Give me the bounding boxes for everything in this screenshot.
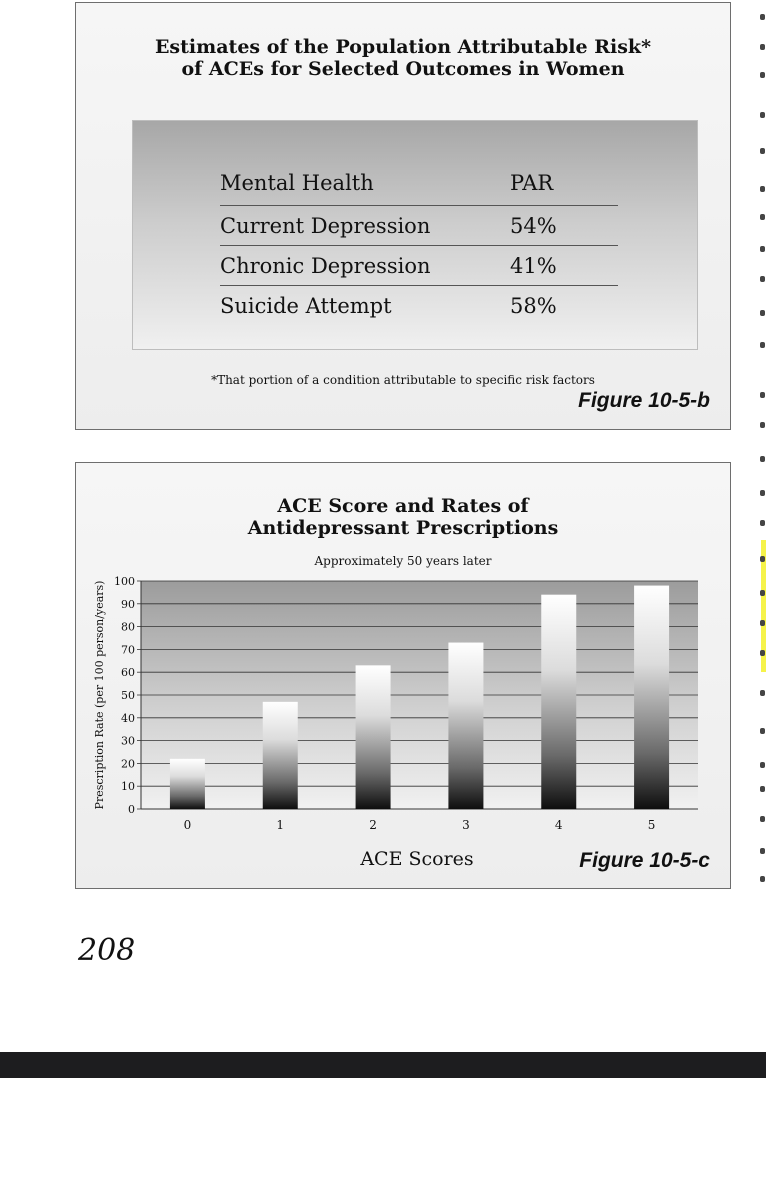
table-footnote: *That portion of a condition attributable to specific risk factors [211,373,595,387]
x-tick-label: 4 [554,818,563,832]
cropped-text-fragment [760,590,765,596]
y-tick-label: 80 [121,620,135,634]
x-tick-label: 3 [462,818,470,832]
cropped-text-fragment [760,392,765,398]
bar [634,586,669,809]
cropped-text-fragment [760,762,765,768]
cropped-text-fragment [760,214,765,220]
cropped-text-fragment [760,186,765,192]
y-tick-label: 100 [114,575,135,588]
cropped-text-fragment [760,556,765,562]
figure-b-title-line2: of ACEs for Selected Outcomes in Women [181,58,625,80]
cropped-text-fragment [760,342,765,348]
cropped-text-fragment [760,246,765,252]
x-tick-label: 2 [369,818,377,832]
y-tick-label: 40 [121,711,135,725]
cropped-text-fragment [760,490,765,496]
table-header-row [220,161,618,206]
figure-b-title [76,36,730,80]
page-number: 208 [78,933,136,968]
figure-b-label: Figure 10-5-b [578,389,710,412]
cropped-text-fragment [760,620,765,626]
table-cell-outcome: Current Depression [220,206,510,246]
chart-title-line1: ACE Score and Rates of [277,495,529,517]
x-tick-label: 5 [647,818,656,832]
par-table-panel [132,120,698,350]
cropped-text-fragment [760,44,765,50]
table-row [220,286,618,326]
cropped-text-fragment [760,876,765,882]
x-tick-label: 0 [183,818,192,832]
table-cell-par: 58% [510,293,557,318]
cropped-text-fragment [760,72,765,78]
cropped-text-fragment [760,422,765,428]
bar [356,665,391,809]
y-tick-label: 50 [121,689,135,702]
cropped-text-fragment [760,276,765,282]
table-header-par: PAR [510,161,618,206]
figure-b-title-line1: Estimates of the Population Attributable Risk* [154,36,652,58]
table-cell-par: 41% [510,246,618,286]
bar [170,759,205,809]
x-tick-label: 1 [276,818,285,832]
table-cell-par: 54% [510,206,618,246]
bar [448,643,483,809]
cropped-text-fragment [760,816,765,822]
table-header-outcome: Mental Health [220,161,510,206]
bottom-bar [0,1052,766,1078]
cropped-text-fragment [760,650,765,656]
cropped-text-fragment [760,310,765,316]
y-tick-label: 30 [121,734,135,748]
chart-title-line2: Antidepressant Prescriptions [247,517,559,539]
bar [541,595,576,809]
y-tick-label: 0 [128,803,135,816]
cropped-text-fragment [760,14,765,20]
cropped-text-column [759,0,766,900]
cropped-text-fragment [760,728,765,734]
cropped-text-fragment [760,112,765,118]
table-row [220,206,618,246]
cropped-text-fragment [760,786,765,792]
cropped-text-fragment [760,848,765,854]
figure-10-5-b [75,2,731,430]
y-tick-label: 70 [121,643,135,657]
table-cell-outcome: Chronic Depression [220,246,510,286]
chart-subtitle: Approximately 50 years later [314,554,492,568]
cropped-text-fragment [760,456,765,462]
x-axis-label: ACE Scores [360,848,474,870]
y-tick-label: 60 [121,666,135,680]
cropped-text-fragment [760,148,765,154]
figure-c-label: Figure 10-5-c [579,849,710,872]
y-axis-label: Prescription Rate (per 100 person/years) [93,580,106,810]
bar [263,702,298,809]
y-tick-label: 90 [121,597,135,611]
cropped-text-fragment [760,690,765,696]
y-tick-label: 20 [121,757,135,771]
table-cell-outcome: Suicide Attempt [220,293,392,318]
cropped-text-fragment [760,520,765,526]
bar-chart [76,463,730,888]
figure-10-5-c [75,462,731,889]
table-row [220,246,618,286]
par-table [220,161,618,325]
y-tick-label: 10 [121,780,135,794]
